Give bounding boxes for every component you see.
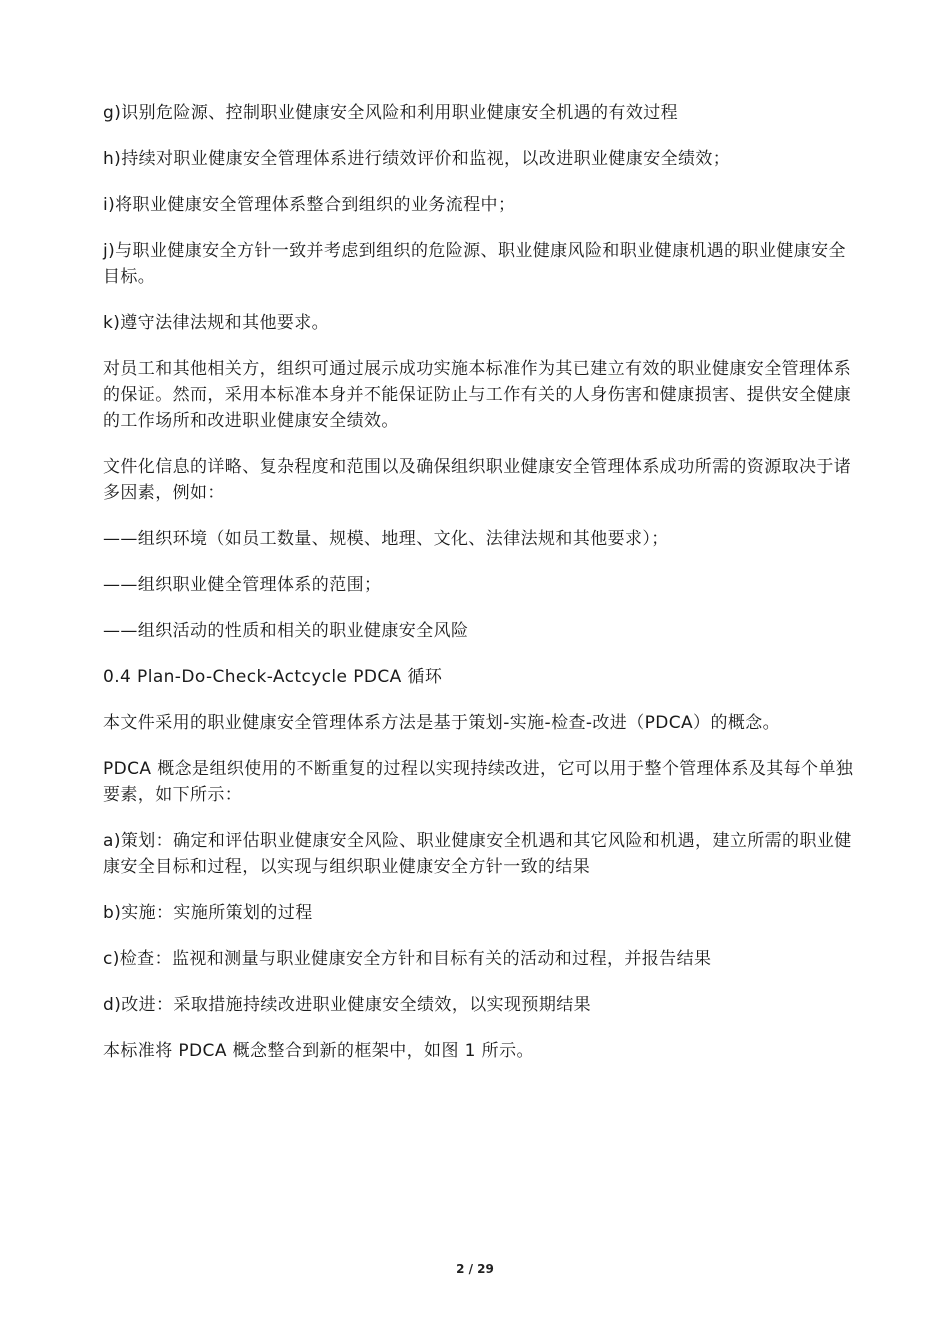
pdca-check: c)检查：监视和测量与职业健康安全方针和目标有关的活动和过程，并报告结果 (103, 949, 712, 969)
pdca-act: d)改进：采取措施持续改进职业健康安全绩效，以实现预期结果 (103, 995, 592, 1015)
clause-g: g)识别危险源、控制职业健康安全风险和利用职业健康安全机遇的有效过程 (103, 103, 679, 123)
clause-i: i)将职业健康安全管理体系整合到组织的业务流程中； (103, 195, 516, 215)
paragraph-figure-ref: 本标准将 PDCA 概念整合到新的框架中，如图 1 所示。 (103, 1041, 534, 1061)
paragraph-pdca-concept: PDCA 概念是组织使用的不断重复的过程以实现持续改进，它可以用于整个管理体系及其每个单独要素，如下所示： (103, 759, 854, 805)
paragraph-assurance: 对员工和其他相关方，组织可通过展示成功实施本标准作为其已建立有效的职业健康安全管理体系的保证。然而，采用本标准本身并不能保证防止与工作有关的人身伤害和健康损害、提供安全健康的工作场所和改进职业健康安全绩效。 (103, 359, 852, 431)
pdca-do: b)实施：实施所策划的过程 (103, 903, 313, 923)
clause-k: k)遵守法律法规和其他要求。 (103, 313, 330, 333)
paragraph-documented-info: 文件化信息的详略、复杂程度和范围以及确保组织职业健康安全管理体系成功所需的资源取决于诸多因素，例如： (103, 457, 852, 503)
paragraph-pdca-basis: 本文件采用的职业健康安全管理体系方法是基于策划-实施-检查-改进（PDCA）的概念。 (103, 713, 781, 733)
clause-j: j)与职业健康安全方针一致并考虑到组织的危险源、职业健康风险和职业健康机遇的职业健康安全目标。 (103, 241, 846, 287)
pdca-plan: a)策划：确定和评估职业健康安全风险、职业健康安全机遇和其它风险和机遇，建立所需的职业健康安全目标和过程，以实现与组织职业健康安全方针一致的结果 (103, 831, 852, 877)
dash-item-context: ——组织环境（如员工数量、规模、地理、文化、法律法规和其他要求）； (103, 529, 669, 549)
page-number: 2 / 29 (456, 1262, 494, 1276)
dash-item-scope: ——组织职业健全管理体系的范围； (103, 575, 382, 595)
page-body (103, 100, 863, 1084)
section-heading-pdca: 0.4 Plan-Do-Check-Actcycle PDCA 循环 (103, 667, 443, 687)
clause-h: h)持续对职业健康安全管理体系进行绩效评价和监视，以改进职业健康安全绩效； (103, 149, 731, 169)
dash-item-activities: ——组织活动的性质和相关的职业健康安全风险 (103, 621, 469, 641)
